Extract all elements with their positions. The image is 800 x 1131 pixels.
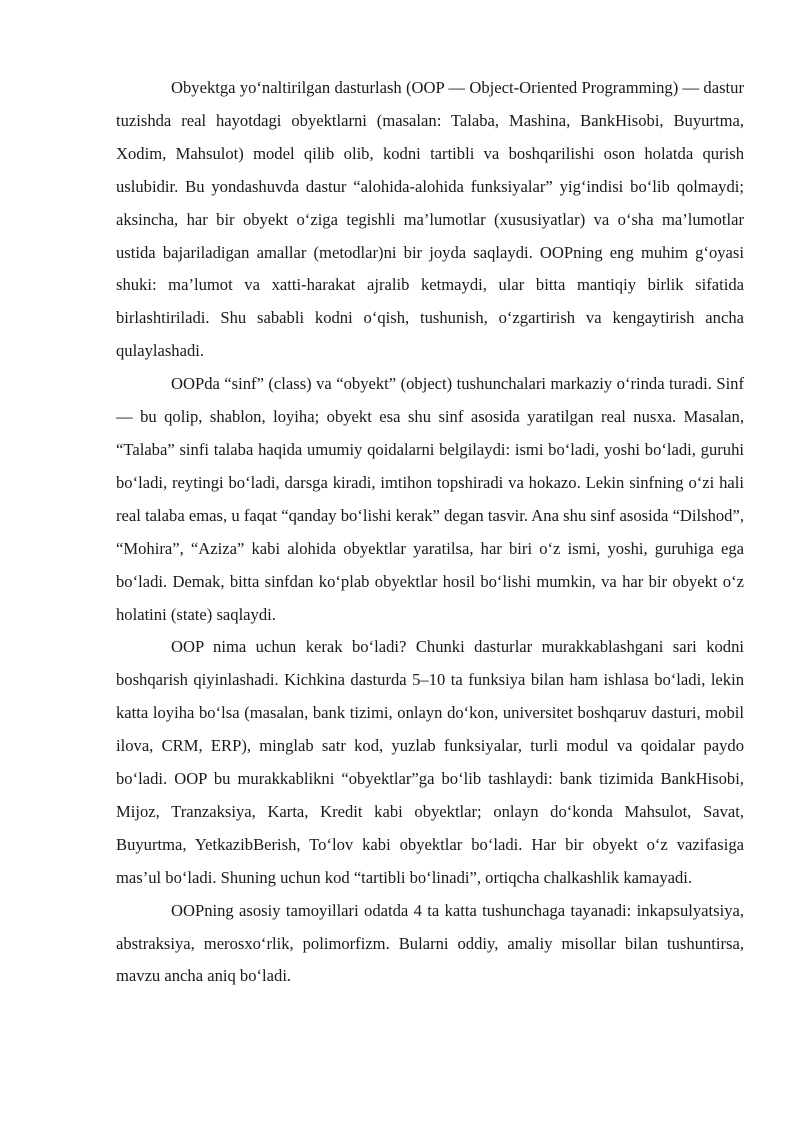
paragraph-why-oop: OOP nima uchun kerak bo‘ladi? Chunki dasturlar murakkablashgani sari kodni boshqarish qiyinlashadi. Kichkina dasturda 5–10 ta funksiya bilan ham ishlasa bo‘ladi, lekin katta loyiha bo‘lsa (masalan, bank tizimi, onlayn do‘kon, universitet boshqaruv dasturi, mobil ilova, CRM, ERP), minglab satr kod, yuzlab funksiyalar, turli modul va qoidalar paydo bo‘ladi. OOP bu murakkablikni “obyektlar”ga bo‘lib tashlaydi: bank tizimida BankHisobi, Mijoz, Tranzaksiya, Karta, Kredit kabi obyektlar; onlayn do‘konda Mahsulot, Savat, Buyurtma, YetkazibBerish, To‘lov kabi obyektlar bo‘ladi. Har bir obyekt o‘z vazifasiga mas’ul bo‘ladi. Shuning uchun kod “tartibli bo‘linadi”, ortiqcha chalkashlik kamayadi.: [116, 637, 744, 887]
paragraph-oop-definition: Obyektga yo‘naltirilgan dasturlash (OOP — Object-Oriented Programming) — dastur tuzishda real hayotdagi obyektlarni (masalan: Talaba, Mashina, BankHisobi, Buyurtma, Xodim, Mahsulot) model qilib olib, kodni tartibli va boshqarilishi oson holatda qurish uslubidir. Bu yondashuvda dastur “alohida-alohida funksiyalar” yig‘indisi bo‘lib qolmaydi; aksincha, har bir obyekt o‘ziga tegishli ma’lumotlar (xususiyatlar) va o‘sha ma’lumotlar ustida bajariladigan amallar (metodlar)ni bir joyda saqlaydi. OOPning eng muhim g‘oyasi shuki: ma’lumot va xatti-harakat ajralib ketmaydi, ular bitta mantiqiy birlik sifatida birlashtiriladi. Shu sababli kodni o‘qish, tushunish, o‘zgartirish va kengaytirish ancha qulaylashadi.: [116, 78, 744, 361]
paragraph-class-and-object: OOPda “sinf” (class) va “obyekt” (object) tushunchalari markaziy o‘rinda turadi. Sinf — bu qolip, shablon, loyiha; obyekt esa shu sinf asosida yaratilgan real nusxa. Masalan, “Talaba” sinfi talaba haqida umumiy qoidalarni belgilaydi: ismi bo‘ladi, yoshi bo‘ladi, guruhi bo‘ladi, reytingi bo‘ladi, darsga kiradi, imtihon topshiradi va hokazo. Lekin sinfning o‘zi hali real talaba emas, u faqat “qanday bo‘lishi kerak” degan tasvir. Ana shu sinf asosida “Dilshod”, “Mohira”, “Aziza” kabi alohida obyektlar yaratilsa, har biri o‘z ismi, yoshi, guruhiga ega bo‘ladi. Demak, bitta sinfdan ko‘plab obyektlar hosil bo‘lishi mumkin, va har bir obyekt o‘z holatini (state) saqlaydi.: [116, 374, 744, 624]
paragraph-oop-principles: OOPning asosiy tamoyillari odatda 4 ta katta tushunchaga tayanadi: inkapsulyatsiya, abstraksiya, merosxo‘rlik, polimorfizm. Bularni oddiy, amaliy misollar bilan tushuntirsa, mavzu ancha aniq bo‘ladi.: [116, 900, 744, 986]
document-page: [116, 72, 744, 993]
